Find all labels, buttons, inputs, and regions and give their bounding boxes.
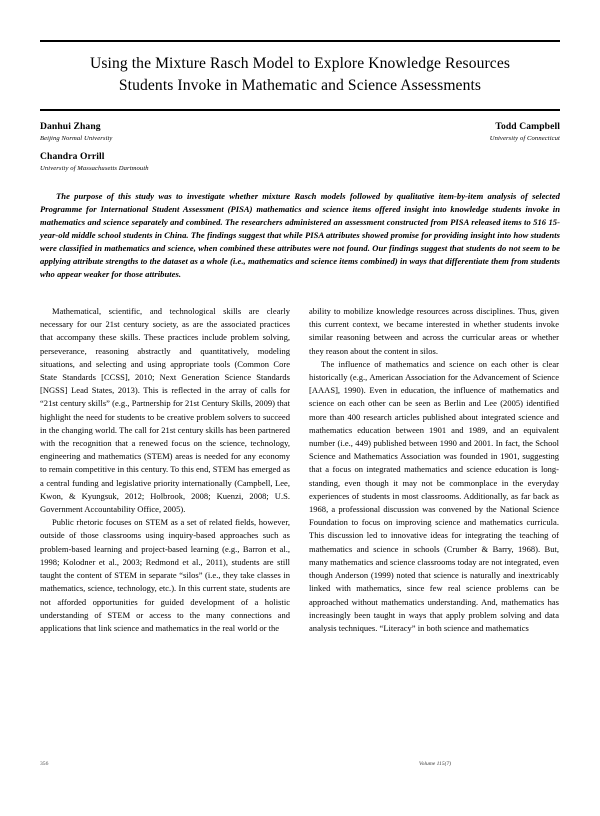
- author-entry-3: [40, 151, 149, 173]
- author-row-secondary: [40, 151, 560, 173]
- title-line-2: Students Invoke in Mathematic and Science Assessments: [118, 77, 482, 95]
- folio-page-number: 356: [40, 761, 49, 768]
- body-paragraph: The influence of mathematics and science on each other is clear historically (e.g., American Association for the Advancement of Science [AAAS], 1990). Even in education, the influence of mathematics and science on each other can be seen as Berlin and Lee (2005) identified more than 400 research articles published about integrated science and mathematics education between 1901 and 1989, and an equivalent number (i.e., 449) published between 1990 and 2001. In fact, the School Science and Mathematics Association was founded in 1901, suggesting that a focus on integrated mathematics and science education is long-standing, even though it may not be commonplace in the everyday experiences of students in most classrooms. Additionally, as far back as 1968, a professional discussion was convened by the National Science Foundation to focus on improving science and mathematics curricula. This discussion led to innovative ideas for integrating the teaching of mathematics and science in schools (Crumber & Barry, 1968). But, many mathematics and science classrooms today are not integrated, even though Anderson (1999) noted that science is naturally and inextricably linked with mathematics, since few real science problems can be approached without mathematics understanding. And, mathematics has increasingly been taught in ways that apply problem solving and data analysis techniques. “Literacy” in both science and mathematics: [309, 358, 559, 633]
- body-column-right: [309, 305, 559, 635]
- page-footer: [40, 756, 560, 768]
- body-paragraph: Mathematical, scientific, and technological skills are clearly necessary for our 21st century society, as are the associated practices that accompany these skills. These practices include problem solving, perseverance, reasoning abstractly and quantitatively, modeling situations, and selecting and using appropriate tools (Common Core State Standards [CCSS], 2010; Next Generation Science Standards [NGSS] Lead States, 2013). This is reflected in the array of calls for “21st century skills” (e.g., Partnership for 21st Century Skills, 2009) that highlight the need for students to be creative problem solvers to succeed in the changing world. The call for 21st century skills has been partnered with the recognition that a renewed focus on the science, technology, engineering and mathematics (STEM) areas is needed for any economy to remain competitive in this century. To this end, STEM has emerged as a central funding and legislative priority internationally (Campbell, Lee, Kwon, & Kyungsuk, 2012; Holbrook, 2008; Kuenzi, 2008; U.S. Government Accountability Office, 2005).: [40, 306, 290, 515]
- author-row-primary: [40, 121, 560, 143]
- title-block: [40, 40, 560, 111]
- author-name: Chandra Orrill: [40, 151, 105, 163]
- author-list: [40, 121, 560, 173]
- author-entry-1: [40, 121, 112, 143]
- body-column-left: [40, 305, 290, 635]
- author-name: Danhui Zhang: [40, 121, 101, 133]
- abstract: The purpose of this study was to investigate whether mixture Rasch models followed by qualitative item-by-item analysis of selected Programme for International Student Assessment (PISA) mathematics and science items offered insight into knowledge students invoke in mathematics and science separately and combined. The researchers administered an assessment constructed from PISA released items to 516 15-year-old middle school students in China. The findings suggest that while PISA attributes showed promise for providing insight into how students were classified in mathematics and science, when combined these attributes were not found. Our findings suggest that students do not seem to be applying attribute strengths to the dataset as a whole (i.e., mathematics and science items combined) in ways that differentiate them from students who appear weaker for those attributes.: [40, 190, 560, 279]
- author-affiliation: Beijing Normal University: [40, 135, 113, 143]
- page-title: [40, 53, 560, 97]
- author-name: Todd Campbell: [495, 121, 560, 133]
- footer-volume: Volume 115(7): [418, 761, 452, 768]
- body-paragraph: Public rhetoric focuses on STEM as a set of related fields, however, outside of those classrooms using inquiry-based approaches such as problem-based learning and project-based learning (e.g., Barron et al., 1998; Kolodner et al., 2003; Redmond et al., 2011), students are still taught the content of STEM in separate “silos” (i.e., they take classes in mathematics, science, technology, etc.). In this current state, students are not afforded opportunities for guided development of a holistic understanding of STEM or access to the many connections and applications that link science and mathematics in the real world or the: [40, 517, 290, 633]
- body-paragraph: ability to mobilize knowledge resources across disciplines. Thus, given this current context, we became interested in whether students invoke similar reasoning between and across the curricular areas or whether they reason about the content in silos.: [309, 306, 559, 356]
- body-columns: [40, 305, 560, 635]
- author-entry-2: [490, 121, 560, 143]
- author-affiliation: University of Massachusetts Dartmouth: [40, 165, 149, 173]
- author-affiliation: University of Connecticut: [489, 135, 560, 143]
- title-line-1: Using the Mixture Rasch Model to Explore Knowledge Resources: [89, 55, 511, 72]
- article-page: [0, 40, 600, 816]
